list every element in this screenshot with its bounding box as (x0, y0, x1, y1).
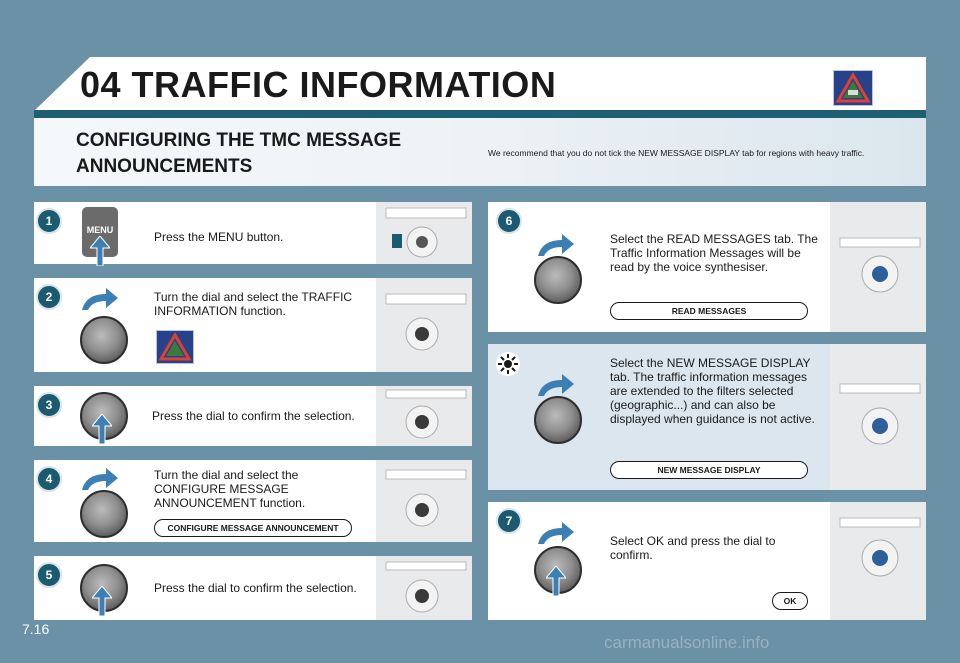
new-message-display-tab[interactable]: NEW MESSAGE DISPLAY (610, 461, 808, 479)
header-divider (34, 110, 926, 118)
step-text-1: Press the MENU button. (154, 230, 284, 244)
step-number-6: 6 (496, 208, 522, 234)
menu-button-label: MENU (86, 225, 114, 235)
step-number-7: 7 (496, 508, 522, 534)
turn-arrow-icon (80, 286, 120, 317)
console-thumb-5 (376, 556, 472, 620)
step-number-3: 3 (36, 392, 62, 418)
step-number-5: 5 (36, 562, 62, 588)
watermark: carmanualsonline.info (604, 633, 770, 652)
section-note: We recommend that you do not tick the NEW MESSAGE DISPLAY tab for regions with heavy traffic. (488, 148, 865, 158)
dial-icon (80, 316, 128, 364)
dial-icon (80, 490, 128, 538)
step-text-3: Press the dial to confirm the selection. (152, 409, 355, 423)
page-title: 04 TRAFFIC INFORMATION (80, 64, 557, 105)
step-text-4: Turn the dial and select the CONFIGURE MESSAGE ANNOUNCEMENT function. (154, 468, 306, 510)
section-title: CONFIGURING THE TMC MESSAGE ANNOUNCEMENTS (76, 130, 402, 177)
step-text-5: Press the dial to confirm the selection. (154, 581, 357, 595)
press-arrow-icon (92, 414, 112, 449)
traffic-info-icon (156, 330, 194, 364)
step-text-6: Select the READ MESSAGES tab. The Traffic Information Messages will be read by the voice synthesiser. (610, 232, 818, 274)
console-thumb-new-message (830, 344, 926, 490)
step-text-2: Turn the dial and select the TRAFFIC INFORMATION function. (154, 290, 353, 318)
step-text-new-message: Select the NEW MESSAGE DISPLAY tab. The traffic information messages are extended to the filters selected (geographic...) and can also be displayed when guidance is not active. (610, 356, 815, 426)
console-thumb-3 (376, 386, 472, 446)
ok-button[interactable]: OK (772, 592, 808, 610)
console-thumb-2 (376, 278, 472, 372)
press-arrow-icon (92, 586, 112, 621)
traffic-info-icon (833, 70, 873, 106)
read-messages-tab[interactable]: READ MESSAGES (610, 302, 808, 320)
step-text-7: Select OK and press the dial to confirm. (610, 534, 776, 562)
page-number: 7.16 (22, 621, 50, 637)
step-number-4: 4 (36, 466, 62, 492)
press-arrow-icon (90, 236, 110, 271)
sun-icon (496, 352, 520, 376)
dial-icon (534, 396, 582, 444)
console-thumb-6 (830, 202, 926, 332)
configure-message-announcement-tab[interactable]: CONFIGURE MESSAGE ANNOUNCEMENT (154, 519, 352, 537)
press-arrow-icon (546, 566, 566, 601)
console-thumb-4 (376, 460, 472, 542)
console-thumb-7 (830, 502, 926, 620)
step-number-1: 1 (36, 208, 62, 234)
step-number-2: 2 (36, 284, 62, 310)
console-thumb-1 (376, 202, 472, 264)
dial-icon (534, 256, 582, 304)
